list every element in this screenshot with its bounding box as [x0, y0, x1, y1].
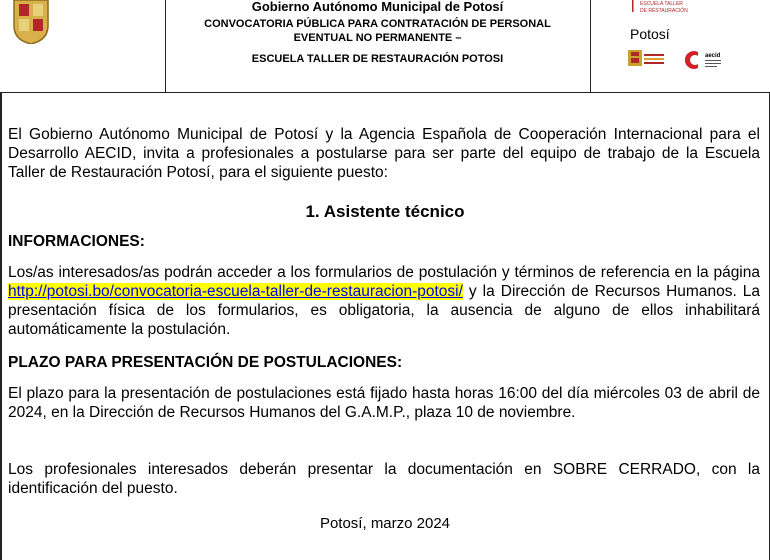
logo-top-text: ESCUELA TALLER: [640, 1, 683, 7]
document-header: [0, 0, 770, 93]
deadline-paragraph: El plazo para la presentación de postulaciones está fijado hasta horas 16:00 del día miércoles 03 de abril de 2024, en la Dirección de Recursos Humanos del G.A.M.P., plaza 10 de noviembre.: [8, 385, 760, 421]
info-text-before-link: Los/as interesados/as podrán acceder a los formularios de postulación y términos de referencia en la página: [8, 264, 760, 281]
intro-paragraph: El Gobierno Autónomo Municipal de Potosí y la Agencia Española de Cooperación Internacional para el Desarrollo AECID, invita a profesionales a postularse para ser parte del equipo de trabajo de la Escuela Taller de Restauración Potosí, para el siguiente puesto:: [8, 126, 760, 181]
header-title: Gobierno Autónomo Municipal de Potosí: [251, 0, 504, 14]
header-left-cell: [0, 0, 166, 92]
info-text-after-link: y la Dirección de Recursos Humanos. La presentación física de los formularios, es obligatoria, la ausencia de alguno de ellos inhabilitará automáticamente la postulación.: [8, 283, 760, 338]
header-school-name: ESCUELA TALLER DE RESTAURACIÓN POTOSI: [251, 53, 504, 65]
header-right-cell: [590, 0, 770, 92]
aecid-logo-text: aecid: [705, 53, 721, 59]
info-heading: INFORMACIONES:: [8, 233, 145, 250]
position-title: 1. Asistente técnico: [305, 202, 465, 221]
envelope-paragraph: Los profesionales interesados deberán presentar la documentación en SOBRE CERRADO, con la identificación del puesto.: [8, 461, 760, 497]
spain-government-logo-icon: [628, 50, 664, 66]
potosi-logo-text: Potosí: [630, 26, 670, 42]
escuela-taller-logo-icon: [632, 0, 688, 14]
header-subtitle-line2: EVENTUAL NO PERMANENTE –: [293, 32, 462, 44]
aecid-logo-icon: [685, 51, 721, 69]
header-center-cell: [165, 0, 591, 92]
coat-of-arms-icon: [10, 0, 52, 44]
convocatoria-link[interactable]: http://potosi.bo/convocatoria-escuela-taller-de-restauracion-potosi/: [8, 283, 463, 300]
logo-top-text-2: DE RESTAURACIÓN: [640, 8, 688, 14]
header-subtitle-line1: CONVOCATORIA PÚBLICA PARA CONTRATACIÓN DE PERSONAL: [204, 18, 551, 30]
sponsor-logos: [590, 0, 770, 92]
info-paragraph: [8, 263, 760, 339]
header-subtitle: [165, 17, 590, 45]
page-border-left: [0, 92, 2, 560]
signature-line: Potosí, marzo 2024: [319, 515, 451, 532]
deadline-heading: PLAZO PARA PRESENTACIÓN DE POSTULACIONES:: [8, 354, 403, 371]
